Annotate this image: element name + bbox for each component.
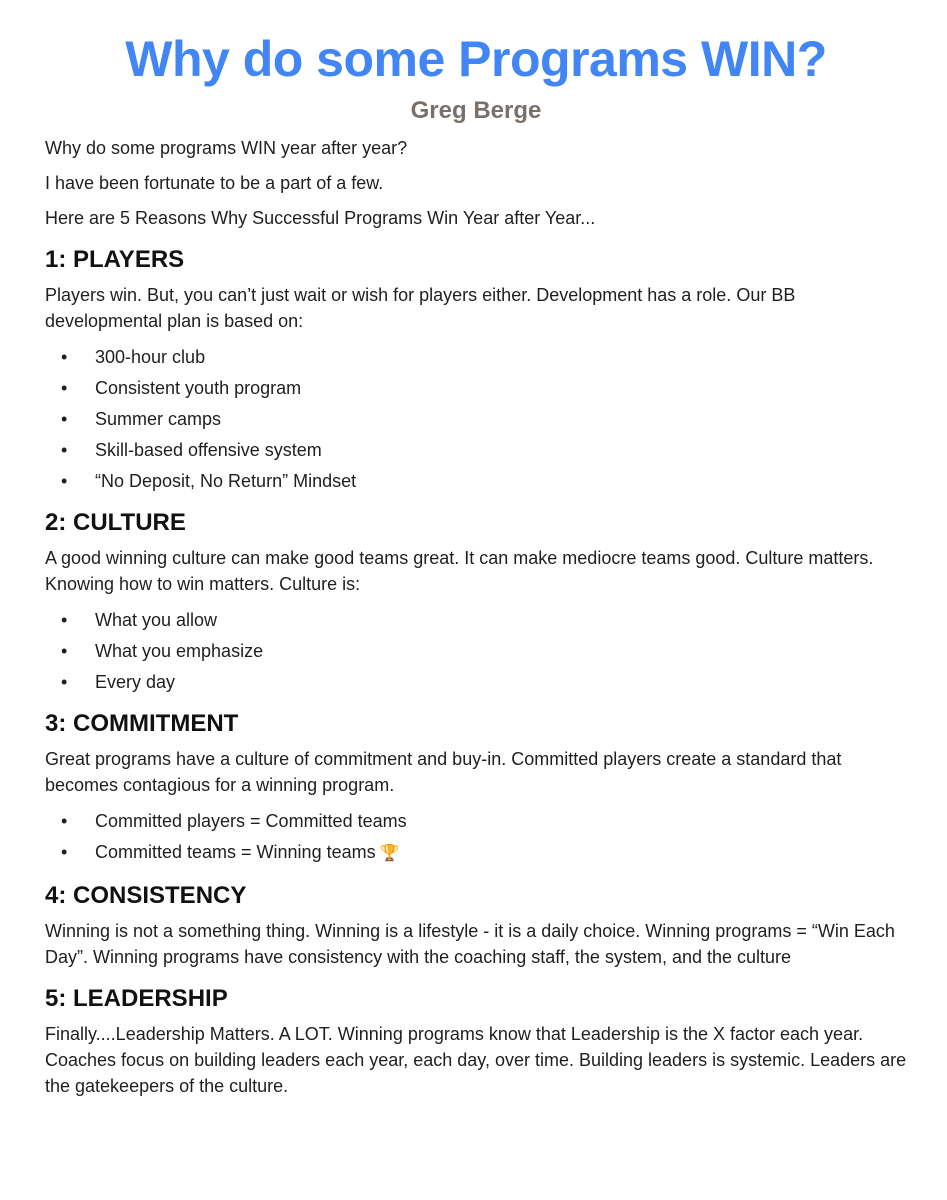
bullet-icon: • (61, 811, 68, 831)
list-item (45, 437, 907, 463)
list-item-text: Skill-based offensive system (95, 440, 322, 460)
intro (45, 135, 907, 231)
section-text: A good winning culture can make good teams great. It can make mediocre teams good. Culture matters. Knowing how to win matters. Culture is: (45, 548, 874, 594)
intro-line: I have been fortunate to be a part of a few. (45, 173, 384, 193)
bullet-icon: • (61, 440, 68, 460)
section-heading: 4: CONSISTENCY (45, 882, 247, 909)
trophy-icon: 🏆 (379, 845, 400, 862)
list-item-text: Summer camps (95, 409, 222, 429)
list-item (45, 375, 907, 401)
list-item (45, 607, 907, 633)
intro-line: Here are 5 Reasons Why Successful Programs Win Year after Year... (45, 208, 596, 228)
bullet-icon: • (61, 409, 68, 429)
bullet-icon: • (61, 347, 68, 367)
bullet-list (45, 607, 907, 695)
bullet-icon: • (61, 471, 68, 491)
bullet-list (45, 808, 907, 867)
list-item-text: Committed players = Committed teams (95, 811, 407, 831)
list-item (45, 669, 907, 695)
list-item (45, 406, 907, 432)
section-commitment (45, 709, 907, 867)
page-title: Why do some Programs WIN? (125, 31, 827, 87)
list-item-text: Every day (95, 672, 176, 692)
list-item (45, 839, 907, 867)
section-heading: 2: CULTURE (45, 509, 186, 536)
section-text: Finally....Leadership Matters. A LOT. Winning programs know that Leadership is the X factor each year. Coaches focus on building leaders each year, each day, over time. Building leaders is systemic. Leaders are the gatekeepers of the culture. (45, 1024, 907, 1096)
author-name: Greg Berge (410, 97, 542, 124)
list-item-text: Committed teams = Winning teams (95, 842, 376, 862)
section-text: Great programs have a culture of commitment and buy-in. Committed players create a standard that becomes contagious for a winning program. (45, 749, 842, 795)
bullet-icon: • (61, 672, 68, 692)
list-item-text: “No Deposit, No Return” Mindset (95, 471, 357, 491)
bullet-icon: • (61, 378, 68, 398)
section-leadership (45, 984, 907, 1099)
section-consistency (45, 881, 907, 970)
section-players (45, 245, 907, 494)
list-item-text: What you allow (95, 610, 218, 630)
list-item-text: Consistent youth program (95, 378, 302, 398)
list-item-text: What you emphasize (95, 641, 264, 661)
section-text: Players win. But, you can’t just wait or wish for players either. Development has a role. Our BB developmental plan is based on: (45, 285, 796, 331)
bullet-list (45, 344, 907, 494)
section-heading: 1: PLAYERS (45, 246, 185, 273)
list-item (45, 468, 907, 494)
section-heading: 5: LEADERSHIP (45, 985, 228, 1012)
section-text: Winning is not a something thing. Winning is a lifestyle - it is a daily choice. Winning programs = “Win Each Day”. Winning programs have consistency with the coaching staff, the system, and the culture (45, 921, 895, 967)
bullet-icon: • (61, 610, 68, 630)
list-item (45, 808, 907, 834)
intro-line: Why do some programs WIN year after year? (45, 138, 408, 158)
bullet-icon: • (61, 842, 68, 862)
bullet-icon: • (61, 641, 68, 661)
list-item (45, 344, 907, 370)
list-item (45, 638, 907, 664)
list-item-text: 300-hour club (95, 347, 206, 367)
section-culture (45, 508, 907, 695)
section-heading: 3: COMMITMENT (45, 710, 239, 737)
